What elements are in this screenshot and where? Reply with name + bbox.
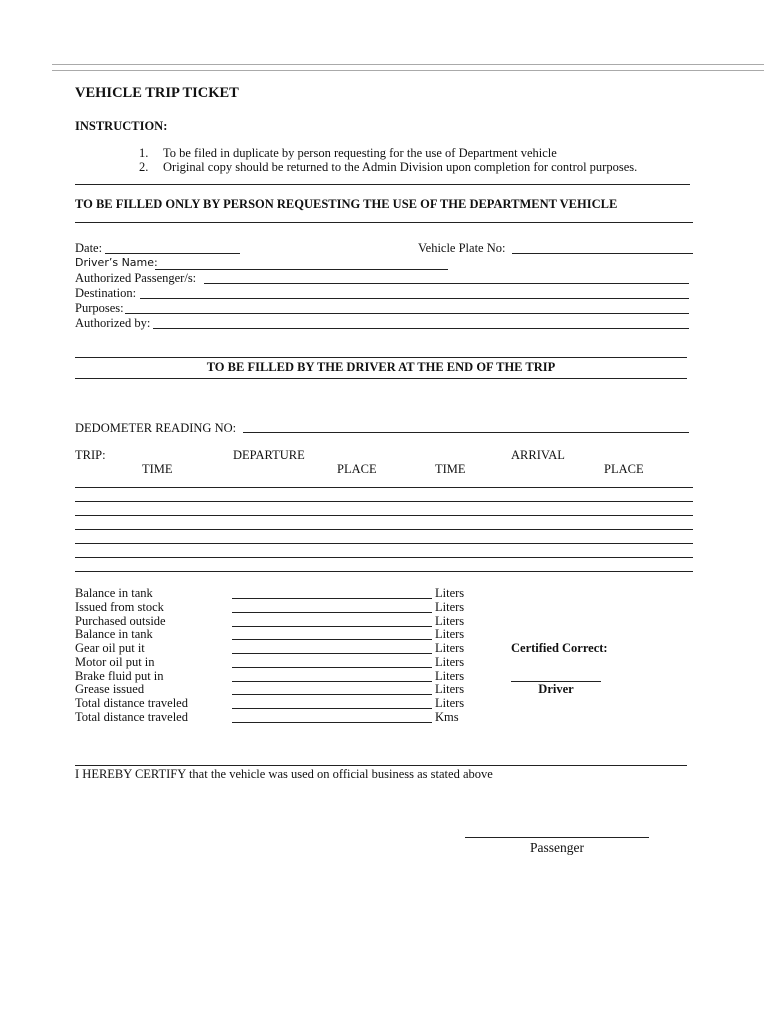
authorized-by-field[interactable] <box>153 328 689 329</box>
fuel-row-unit: Liters <box>435 586 465 600</box>
passenger-signature-label: Passenger <box>530 840 584 855</box>
fuel-row-field[interactable] <box>232 722 432 723</box>
fuel-row-label: Purchased outside <box>75 614 166 628</box>
odometer-label: DEDOMETER READING NO: <box>75 421 237 435</box>
plate-label: Vehicle Plate No: <box>418 241 506 255</box>
trip-row-line[interactable] <box>75 515 693 516</box>
column-departure-time: TIME <box>142 462 173 476</box>
trip-row-line[interactable] <box>75 487 693 488</box>
divider <box>75 765 687 766</box>
date-field[interactable] <box>105 253 240 254</box>
arrival-label: ARRIVAL <box>511 448 565 462</box>
purposes-label: Purposes: <box>75 301 124 315</box>
certified-correct-label: Certified Correct: <box>511 641 608 655</box>
fuel-row-label: Gear oil put it <box>75 641 145 655</box>
driver-section-heading: TO BE FILLED BY THE DRIVER AT THE END OF THE TRIP <box>206 360 556 374</box>
fuel-row-label: Motor oil put in <box>75 655 155 669</box>
column-arrival-time: TIME <box>435 462 466 476</box>
top-border <box>52 64 764 71</box>
trip-row-line[interactable] <box>75 557 693 558</box>
departure-label: DEPARTURE <box>233 448 305 462</box>
fuel-row-unit: Kms <box>435 710 459 724</box>
fuel-row-label: Issued from stock <box>75 600 164 614</box>
fuel-row-field[interactable] <box>232 694 432 695</box>
purposes-field[interactable] <box>125 313 689 314</box>
authorized-by-label: Authorized by: <box>75 316 151 330</box>
trip-row-line[interactable] <box>75 501 693 502</box>
fuel-row-label: Total distance traveled <box>75 696 188 710</box>
fuel-row-field[interactable] <box>232 626 432 627</box>
plate-field[interactable] <box>512 253 693 254</box>
divider <box>75 378 687 379</box>
fuel-row-field[interactable] <box>232 681 432 682</box>
passengers-field[interactable] <box>204 283 689 284</box>
driver-field[interactable] <box>155 269 448 270</box>
destination-label: Destination: <box>75 286 137 300</box>
fuel-row-unit: Liters <box>435 696 465 710</box>
trip-row-line[interactable] <box>75 529 693 530</box>
certification-text: I HEREBY CERTIFY that the vehicle was used on official business as stated above <box>75 767 493 781</box>
fuel-row-field[interactable] <box>232 612 432 613</box>
destination-field[interactable] <box>140 298 689 299</box>
fuel-row-field[interactable] <box>232 653 432 654</box>
trip-label: TRIP: <box>75 448 106 462</box>
instruction-text: Original copy should be returned to the Admin Division upon completion for control purposes. <box>163 160 638 174</box>
fuel-row-label: Grease issued <box>75 682 145 696</box>
fuel-row-unit: Liters <box>435 669 465 683</box>
odometer-field[interactable] <box>243 432 689 433</box>
instruction-label: INSTRUCTION: <box>75 119 168 133</box>
passengers-label: Authorized Passenger/s: <box>75 271 197 285</box>
column-departure-place: PLACE <box>337 462 377 476</box>
passenger-signature-line[interactable] <box>465 837 649 838</box>
fuel-row-unit: Liters <box>435 614 465 628</box>
fuel-row-label: Total distance traveled <box>75 710 188 724</box>
fuel-row-field[interactable] <box>232 667 432 668</box>
instruction-text: To be filed in duplicate by person requesting for the use of Department vehicle <box>163 146 557 160</box>
driver-label: Driver’s Name: <box>75 256 158 269</box>
divider <box>75 357 687 358</box>
instruction-number: 1. <box>139 146 149 160</box>
fuel-row-label: Balance in tank <box>75 586 153 600</box>
fuel-row-unit: Liters <box>435 600 465 614</box>
fuel-row-label: Balance in tank <box>75 627 153 641</box>
fuel-row-field[interactable] <box>232 639 432 640</box>
column-arrival-place: PLACE <box>604 462 644 476</box>
fuel-row-unit: Liters <box>435 627 465 641</box>
fuel-row-label: Brake fluid put in <box>75 669 164 683</box>
fuel-row-unit: Liters <box>435 682 465 696</box>
driver-signature-label: Driver <box>538 682 574 696</box>
trip-row-line[interactable] <box>75 543 693 544</box>
fuel-row-field[interactable] <box>232 708 432 709</box>
fuel-row-unit: Liters <box>435 655 465 669</box>
divider <box>75 184 690 185</box>
form-title: VEHICLE TRIP TICKET <box>75 85 239 101</box>
fuel-row-unit: Liters <box>435 641 465 655</box>
requester-section-heading: TO BE FILLED ONLY BY PERSON REQUESTING THE USE OF THE DEPARTMENT VEHICLE <box>75 197 618 211</box>
fuel-row-field[interactable] <box>232 598 432 599</box>
trip-row-line[interactable] <box>75 571 693 572</box>
instruction-number: 2. <box>139 160 149 174</box>
divider <box>75 222 693 223</box>
date-label: Date: <box>75 241 103 255</box>
